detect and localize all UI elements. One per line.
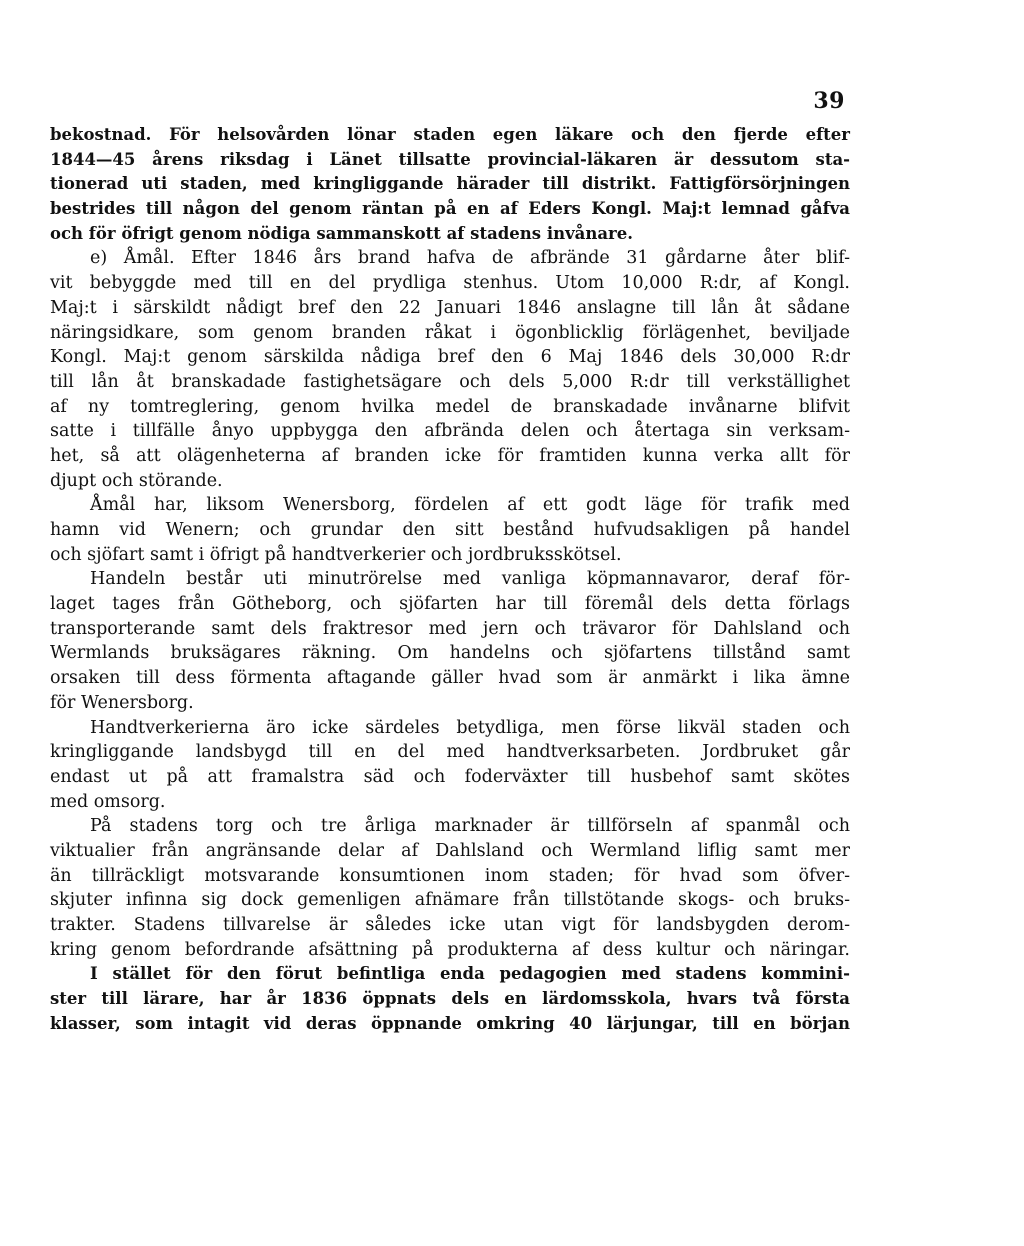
text-line: Kongl. Maj:t genom särskilda nådiga bref den 6 Maj 1846 dels 30,000 R:dr — [50, 347, 850, 368]
text-line: trakter. Stadens tillvarelse är således icke utan vigt för landsbygden derom- — [50, 915, 850, 935]
text-line: med omsorg. — [50, 791, 166, 812]
text-line: På stadens torg och tre årliga marknader är tillförseln af spanmål och — [90, 816, 850, 837]
text-line: till lån åt branskadade fastighetsägare och dels 5,000 R:dr till verkställighet — [50, 371, 850, 392]
text-line: satte i tillfälle ånyo uppbygga den afbrända delen och återtaga sin verksam- — [50, 421, 850, 442]
text-line: Wermlands bruksägares räkning. Om handelns och sjöfartens tillstånd samt — [50, 643, 850, 664]
text-line: än tillräckligt motsvarande konsumtionen inom staden; för hvad som öfver- — [50, 865, 850, 886]
text-line: af ny tomtreglering, genom hvilka medel de branskadade invånarne blifvit — [50, 396, 850, 417]
text-line: endast ut på att framalstra säd och foderväxter till husbehof samt skötes — [50, 766, 850, 787]
body-text — [50, 123, 850, 1036]
page-number: 39 — [813, 88, 845, 114]
text-line: skjuter infinna sig dock gemenligen afnämare från tillstötande skogs- och bruks- — [50, 890, 850, 911]
text-line: och för öfrigt genom nödiga sammanskott af stadens invånare. — [50, 223, 633, 243]
text-line: och sjöfart samt i öfrigt på handtverkerier och jordbruksskötsel. — [50, 544, 622, 565]
text-line: klasser, som intagit vid deras öppnande omkring 40 lärjungar, till en början — [50, 1013, 850, 1033]
text-line: djupt och störande. — [50, 470, 223, 491]
text-line: Maj:t i särskildt nådigt bref den 22 Januari 1846 anslagne till lån åt sådane — [50, 297, 850, 318]
text-line: tionerad uti staden, med kringliggande härader till distrikt. Fattigförsörjningen — [50, 174, 850, 194]
text-line: transporterande samt dels fraktresor med jern och trävaror för Dahlsland och — [50, 618, 850, 639]
text-line: viktualier från angränsande delar af Dahlsland och Wermland liflig samt mer — [50, 840, 850, 861]
text-line: Handeln består uti minutrörelse med vanliga köpmannavaror, deraf för- — [90, 569, 850, 590]
text-line: e) Åmål. Efter 1846 års brand hafva de afbrände 31 gårdarne åter blif- — [90, 248, 850, 269]
text-line: bestrides till någon del genom räntan på en af Eders Kongl. Maj:t lemnad gåfva — [50, 199, 850, 219]
text-line: kring genom befordrande afsättning på produkterna af dess kultur och näringar. — [50, 939, 850, 960]
text-line: för Wenersborg. — [50, 692, 194, 713]
text-line: kringliggande landsbygd till en del med handtverksarbeten. Jordbruket går — [50, 742, 850, 763]
text-line: bekostnad. För helsovården lönar staden egen läkare och den fjerde efter — [50, 125, 850, 144]
text-line: orsaken till dess förmenta aftagande gäller hvad som är anmärkt i lika ämne — [50, 668, 850, 689]
text-line: I stället för den förut befintliga enda pedagogien med stadens kommini- — [90, 964, 850, 984]
text-line: Handtverkerierna äro icke särdeles betydliga, men förse likväl staden och — [90, 717, 850, 738]
text-line: vit bebyggde med till en del prydliga stenhus. Utom 10,000 R:dr, af Kongl. — [50, 273, 850, 294]
text-line: het, så att olägenheterna af branden icke för framtiden kunna verka allt för — [50, 445, 850, 466]
text-line: 1844—45 årens riksdag i Länet tillsatte provincial-läkaren är dessutom sta- — [50, 149, 850, 169]
text-line: hamn vid Wenern; och grundar den sitt bestånd hufvudsakligen på handel — [50, 520, 850, 540]
text-line: ster till lärare, har år 1836 öppnats dels en lärdomsskola, hvars två första — [50, 989, 850, 1009]
text-line: Åmål har, liksom Wenersborg, fördelen af ett godt läge för trafik med — [90, 495, 850, 516]
text-line: laget tages från Götheborg, och sjöfarten har till föremål dels detta förlags — [50, 594, 850, 615]
text-line: näringsidkare, som genom branden råkat i ögonblicklig förlägenhet, beviljade — [50, 322, 850, 343]
